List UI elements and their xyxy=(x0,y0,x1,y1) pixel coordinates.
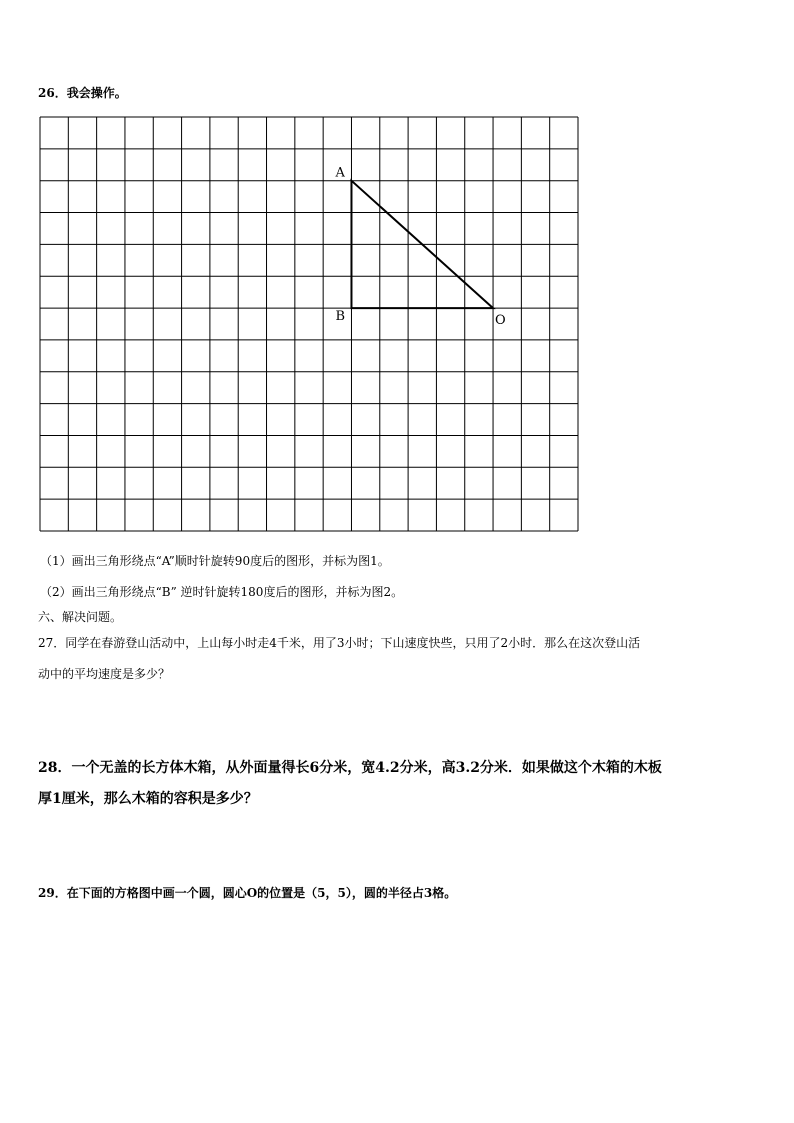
q27-line-2: 动中的平均速度是多少？ xyxy=(38,667,171,681)
vertex-label-a: A xyxy=(335,165,345,181)
vertex-label-o: O xyxy=(495,313,506,329)
grid-diagram xyxy=(0,0,794,560)
q29-text: 29．在下面的方格图中画一个圆，圆心O的位置是（5，5），圆的半径占3格。 xyxy=(38,886,457,900)
q27-line-1: 27．同学在春游登山活动中，上山每小时走4千米，用了3小时；下山速度快些，只用了2小时．那么在这次登山活 xyxy=(38,636,641,650)
q26-subquestion-2: （2）画出三角形绕点“B” 逆时针旋转180度后的图形，并标为图2。 xyxy=(40,585,404,599)
q26-title: 26．我会操作。 xyxy=(38,86,127,100)
q28-line-1: 28．一个无盖的长方体木箱，从外面量得长6分米，宽4.2分米，高3.2分米．如果做这个木箱的木板 xyxy=(38,760,662,776)
q28-line-2: 厚1厘米，那么木箱的容积是多少？ xyxy=(38,791,258,807)
q26-subquestion-1: （1）画出三角形绕点“A”顺时针旋转90度后的图形，并标为图1。 xyxy=(40,554,390,568)
section-heading: 六、解决问题。 xyxy=(38,610,123,624)
vertex-label-b: B xyxy=(335,309,346,325)
